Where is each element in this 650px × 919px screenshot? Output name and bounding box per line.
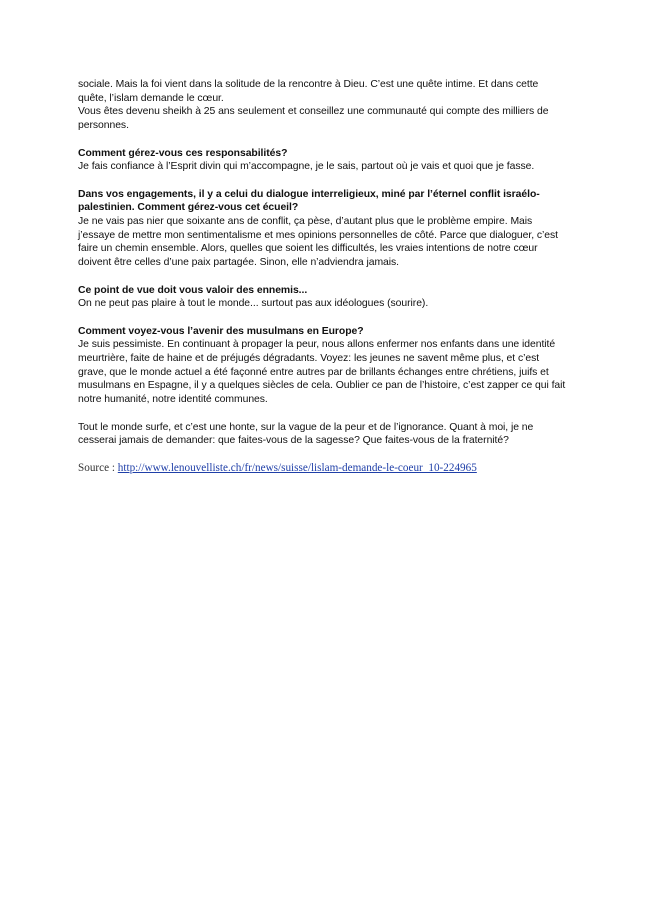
- question-heading: palestinien. Comment gérez-vous cet écueil?: [78, 202, 299, 214]
- intro-paragraph: [78, 78, 578, 133]
- text-line: Tout le monde surfe, et c’est une honte, sur la vague de la peur et de l’ignorance. Quant à moi, je ne: [78, 421, 534, 433]
- question-heading: Ce point de vue doit vous valoir des ennemis...: [78, 284, 308, 296]
- answer-line: j’essaye de mettre mon sentimentalisme et mes opinions personnelles de côté. Parce que dialoguer, c’est: [78, 229, 559, 241]
- answer-line: doivent être celles d’une paix partagée. Sinon, elle n’adviendra jamais.: [78, 257, 400, 269]
- qa-section-responsabilites: [78, 147, 578, 174]
- text-line: quête, l’islam demande le cœur.: [78, 92, 224, 104]
- qa-section-ennemis: [78, 284, 578, 311]
- source-citation: [78, 461, 578, 475]
- question-heading: Comment voyez-vous l’avenir des musulmans en Europe?: [78, 325, 364, 337]
- text-line: sociale. Mais la foi vient dans la solitude de la rencontre à Dieu. C’est une quête intime. Et dans cette: [78, 79, 539, 90]
- closing-paragraph: [78, 421, 578, 448]
- question-heading: Comment gérez-vous ces responsabilités?: [78, 147, 288, 159]
- answer-line: faire un chemin ensemble. Alors, quelles que soient les difficultés, les vraies intentions de notre cœur: [78, 243, 538, 255]
- source-label: Source :: [78, 461, 118, 474]
- answer-line: grave, que le monde actuel a été façonné entre autres par de brillants échanges entre chrétiens, juifs et: [78, 366, 549, 378]
- answer-line: Je ne vais pas nier que soixante ans de conflit, ça pèse, d’autant plus que le problème empire. Mais: [78, 216, 533, 227]
- text-line: Vous êtes devenu sheikh à 25 ans seulement et conseillez une communauté qui compte des milliers de: [78, 106, 549, 118]
- answer-line: Je fais confiance à l’Esprit divin qui m’accompagne, je le sais, partout où je vais et quoi que je fasse.: [78, 161, 535, 173]
- qa-section-dialogue: [78, 188, 578, 270]
- text-line: personnes.: [78, 120, 129, 132]
- answer-line: meurtrière, faite de haine et de préjugés dégradants. Voyez: les jeunes ne savent même plus, et c’est: [78, 353, 540, 364]
- answer-line: Je suis pessimiste. En continuant à propager la peur, nous allons enfermer nos enfants dans une identité: [78, 339, 556, 351]
- question-heading: Dans vos engagements, il y a celui du dialogue interreligieux, miné par l’éternel conflit israélo-: [78, 188, 540, 200]
- answer-line: musulmans en Espagne, il y a quelques siècles de cela. Oublier ce pan de l’histoire, c’est zapper ce qui fait: [78, 380, 566, 392]
- answer-line: On ne peut pas plaire à tout le monde... surtout pas aux idéologues (sourire).: [78, 298, 429, 310]
- source-link[interactable]: http://www.lenouvelliste.ch/fr/news/suisse/lislam-demande-le-coeur_10-224965: [117, 461, 477, 474]
- document-page: [78, 78, 578, 475]
- qa-section-europe: [78, 325, 578, 407]
- text-line: cesserai jamais de demander: que faites-vous de la sagesse? Que faites-vous de la fraternité?: [78, 435, 509, 447]
- answer-line: notre humanité, notre identité communes.: [78, 394, 268, 406]
